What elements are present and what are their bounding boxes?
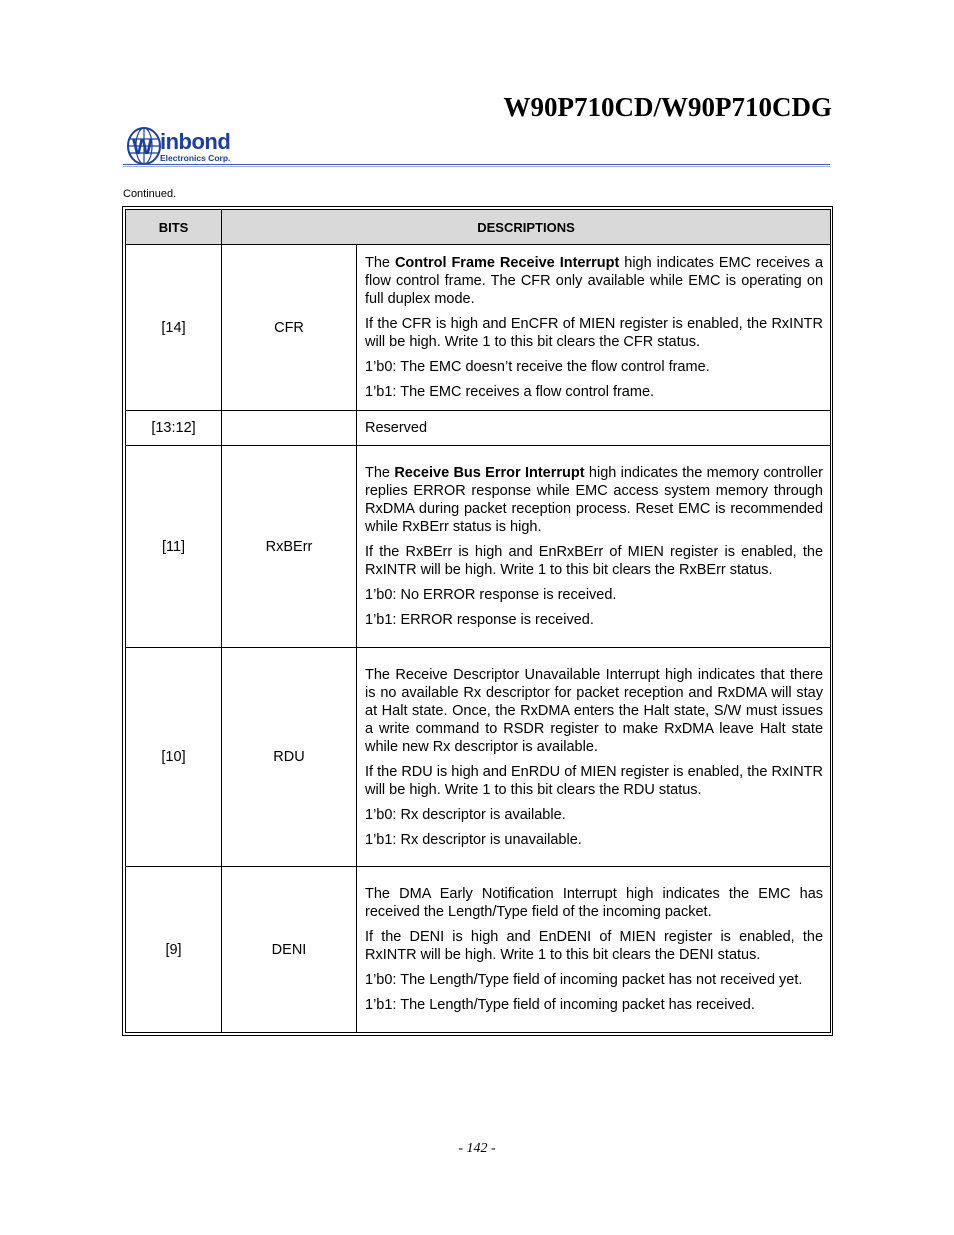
descriptions-column-header: DESCRIPTIONS (222, 210, 831, 245)
table-row (126, 245, 831, 411)
description-paragraph: If the CFR is high and EnCFR of MIEN register is enabled, the RxINTR will be high. Write 1 to this bit clears the CFR status. (365, 316, 824, 350)
bit-range: [14] (126, 245, 222, 411)
field-description (357, 648, 831, 867)
bit-value-1: 1’b1: The EMC receives a flow control frame. (365, 384, 655, 400)
header-divider (123, 164, 830, 165)
bit-value-0: 1’b0: The EMC doesn’t receive the flow control frame. (365, 359, 710, 375)
bit-value-1: 1’b1: Rx descriptor is unavailable. (365, 831, 582, 848)
field-name: RxBErr (222, 446, 357, 648)
bit-range: [13:12] (126, 411, 222, 446)
winbond-logo (127, 126, 257, 166)
bit-range: [11] (126, 446, 222, 648)
table-header-row (126, 210, 831, 245)
header-divider-secondary (123, 166, 830, 167)
register-table-frame (122, 206, 833, 1036)
bits-column-header: BITS (126, 210, 222, 245)
description-paragraph: The Receive Bus Error Interrupt high indicates the memory controller replies ERROR response while EMC access system memory through RxDMA during packet reception process. Reset EMC is recommended while RxBErr status is high. (365, 465, 824, 535)
field-name: DENI (222, 867, 357, 1033)
bit-value-0: 1’b0: No ERROR response is received. (365, 587, 617, 603)
description-paragraph: If the DENI is high and EnDENI of MIEN register is enabled, the RxINTR will be high. Write 1 to this bit clears the DENI status. (365, 929, 824, 963)
interrupt-name: Receive Bus Error Interrupt (394, 465, 585, 481)
page-number: - 142 - (458, 1141, 496, 1156)
field-description (357, 245, 831, 411)
interrupt-name: Control Frame Receive Interrupt (394, 255, 620, 271)
description-paragraph: If the RxBErr is high and EnRxBErr of MIEN register is enabled, the RxINTR will be high. Write 1 to this bit clears the RxBErr status. (365, 544, 824, 578)
description-paragraph: The DMA Early Notification Interrupt high indicates the EMC has received the Length/Type field of the incoming packet. (365, 886, 824, 920)
document-title: W90P710CD/W90P710CDG (503, 92, 832, 122)
field-name (222, 411, 357, 446)
bit-value-1: 1’b1: ERROR response is received. (365, 612, 594, 628)
field-description (357, 446, 831, 648)
bit-range: [9] (126, 867, 222, 1033)
field-description (357, 411, 831, 446)
logo-subtitle: Electronics Corp. (160, 153, 231, 163)
bit-value-0: 1’b0: The Length/Type field of incoming packet has not received yet. (365, 972, 803, 988)
field-name: RDU (222, 648, 357, 867)
bit-value-1: 1’b1: The Length/Type field of incoming packet has received. (365, 997, 755, 1013)
register-bit-table (125, 209, 831, 1033)
table-row (126, 648, 831, 867)
description-paragraph: If the RDU is high and EnRDU of MIEN register is enabled, the RxINTR will be high. Write 1 to this bit clears the RDU status. (365, 763, 824, 798)
logo-letter: W (132, 134, 153, 159)
logo-wordmark: inbond (160, 129, 231, 154)
table-row (126, 411, 831, 446)
description-paragraph: Reserved (365, 420, 428, 436)
field-description (357, 867, 831, 1033)
description-paragraph: The Receive Descriptor Unavailable Interrupt high indicates that there is no available Rx descriptor for packet reception and RxDMA will stay at Halt state. Once, the RxDMA enters the Halt state, S/W must issues a write command to RSDR register to make RxDMA leave Halt state while new Rx descriptor is available. (365, 666, 824, 755)
description-paragraph: The Control Frame Receive Interrupt high indicates EMC receives a flow control frame. The CFR only available while EMC is operating on full duplex mode. (365, 255, 824, 307)
table-row (126, 446, 831, 648)
continued-label: Continued. (123, 188, 177, 200)
globe-icon (127, 126, 161, 166)
bit-value-0: 1’b0: Rx descriptor is available. (365, 806, 566, 823)
bit-range: [10] (126, 648, 222, 867)
field-name: CFR (222, 245, 357, 411)
table-row (126, 867, 831, 1033)
